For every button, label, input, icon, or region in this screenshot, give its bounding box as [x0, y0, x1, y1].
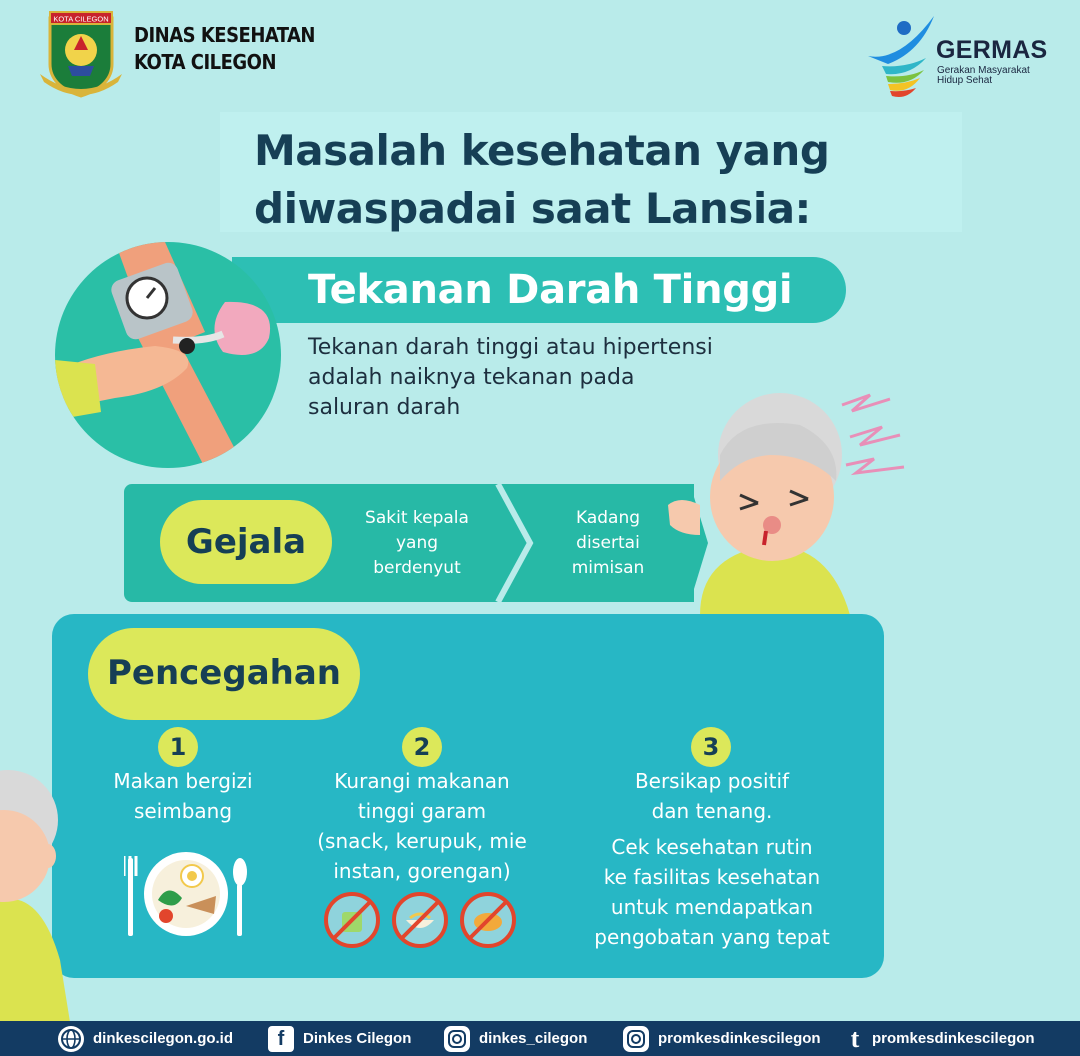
- org-name-line1: DINAS KESEHATAN: [134, 23, 315, 47]
- step-2-line3: (snack, kerupuk, mie: [317, 829, 527, 853]
- svg-text:KOTA CILEGON: KOTA CILEGON: [53, 14, 109, 24]
- symptom-nosebleed-line3: mimisan: [571, 558, 645, 578]
- tiktok-icon: t: [850, 1023, 860, 1053]
- step-2-line2: tinggi garam: [357, 799, 487, 823]
- elderly-figure-illustration: [0, 760, 80, 1022]
- prevention-label: Pencegahan: [106, 653, 342, 693]
- step-3-line1: Bersikap positif: [634, 769, 790, 793]
- step-3-line6: pengobatan yang tepat: [594, 925, 830, 949]
- step-2-line4: instan, gorengan): [333, 859, 511, 883]
- footer-facebook-label: Dinkes Cilegon: [303, 1030, 412, 1047]
- chevron-divider-icon: [490, 484, 540, 602]
- facebook-icon: f: [268, 1026, 294, 1052]
- footer-facebook[interactable]: [268, 1021, 411, 1056]
- condition-desc-line3: saluran darah: [308, 395, 461, 420]
- step-3-number: 3: [691, 727, 731, 767]
- condition-title: Tekanan Darah Tinggi: [308, 267, 793, 313]
- step-2-line1: Kurangi makanan: [334, 769, 510, 793]
- symptoms-label: Gejala: [185, 522, 307, 562]
- footer-instagram-1[interactable]: [444, 1021, 587, 1056]
- step-3-line2: dan tenang.: [651, 799, 773, 823]
- footer-tiktok[interactable]: [846, 1021, 1035, 1056]
- no-noodle-icon: [390, 890, 450, 950]
- step-1-line2: seimbang: [133, 799, 233, 823]
- blood-pressure-illustration: [55, 242, 281, 468]
- step-1-text: [98, 766, 268, 826]
- symptom-nosebleed-line1: Kadang: [575, 508, 641, 528]
- instagram-icon: [623, 1026, 649, 1052]
- page-title-line1: Masalah kesehatan yang: [254, 126, 830, 175]
- kota-cilegon-emblem: [38, 8, 124, 100]
- page-title: [254, 122, 954, 238]
- symptom-headache-line1: Sakit kepala: [365, 508, 469, 528]
- page-title-line2: diwaspadai saat Lansia:: [254, 184, 811, 233]
- elderly-woman-headache-illustration: [660, 385, 920, 615]
- instagram-icon: [444, 1026, 470, 1052]
- symptom-headache: [342, 506, 492, 581]
- globe-icon: [58, 1026, 84, 1052]
- step-1-number: 1: [158, 727, 198, 767]
- step-1-line1: Makan bergizi: [113, 769, 253, 793]
- step-2-number: 2: [402, 727, 442, 767]
- footer-website-label: dinkescilegon.go.id: [93, 1030, 234, 1047]
- footer-website[interactable]: [58, 1021, 233, 1056]
- germas-subtitle-line1: Gerakan Masyarakat: [937, 65, 1030, 76]
- step-3-line5: untuk mendapatkan: [610, 895, 814, 919]
- germas-subtitle: [937, 66, 1030, 86]
- germas-title: GERMAS: [936, 36, 1048, 64]
- step-3-line4: ke fasilitas kesehatan: [603, 865, 821, 889]
- balanced-meal-icon: [124, 846, 250, 938]
- org-name-line2: KOTA CILEGON: [134, 50, 277, 74]
- step-3-text: [576, 766, 848, 952]
- symptom-nosebleed-line2: disertai: [576, 533, 640, 553]
- symptom-headache-line3: berdenyut: [373, 558, 461, 578]
- no-fried-food-icon: [458, 890, 518, 950]
- germas-subtitle-line2: Hidup Sehat: [937, 75, 993, 86]
- footer-instagram-2-label: promkesdinkescilegon: [658, 1030, 821, 1047]
- footer-instagram-2[interactable]: [623, 1021, 821, 1056]
- org-name: [134, 22, 315, 76]
- symptom-nosebleed: [540, 506, 676, 581]
- footer-tiktok-label: promkesdinkescilegon: [872, 1030, 1035, 1047]
- condition-desc-line1: Tekanan darah tinggi atau hipertensi: [308, 335, 713, 360]
- step-3-line3: Cek kesehatan rutin: [611, 835, 813, 859]
- condition-desc-line2: adalah naiknya tekanan pada: [308, 365, 635, 390]
- step-2-text: [302, 766, 542, 886]
- no-snack-icon: [322, 890, 382, 950]
- symptom-headache-line2: yang: [395, 533, 439, 553]
- footer-instagram-1-label: dinkes_cilegon: [479, 1030, 588, 1047]
